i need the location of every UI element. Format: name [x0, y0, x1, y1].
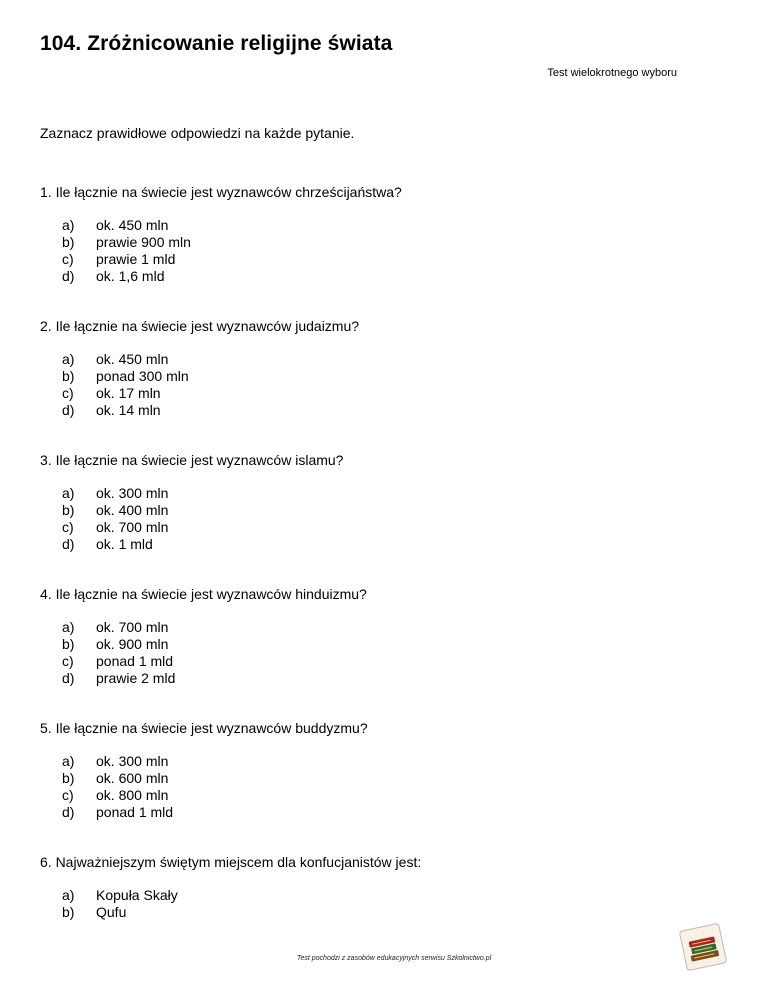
answer-option-b[interactable]: b) ok. 900 mln [62, 636, 169, 652]
question-text: 5. Ile łącznie na świecie jest wyznawców buddyzmu? [40, 720, 368, 736]
answer-option-c[interactable]: c) prawie 1 mld [62, 251, 176, 267]
answer-option-b[interactable]: b) ponad 300 mln [62, 368, 189, 384]
question-3 [40, 451, 740, 553]
answer-option-a[interactable]: a) ok. 300 mln [62, 753, 169, 769]
answer-options [62, 619, 740, 687]
answer-option-d[interactable]: d) ok. 14 mln [62, 402, 161, 418]
books-logo-icon [678, 922, 728, 972]
answer-option-d[interactable]: d) prawie 2 mld [62, 670, 176, 686]
answer-option-b[interactable]: b) ok. 400 mln [62, 502, 169, 518]
answer-option-b[interactable]: b) ok. 600 mln [62, 770, 169, 786]
footer-source-note: Test pochodzi z zasobów edukacyjnych serwisu Szkolnictwo.pl [296, 955, 492, 962]
page-title: 104. Zróżnicowanie religijne świata [40, 32, 393, 55]
answer-option-a[interactable]: a) ok. 450 mln [62, 351, 169, 367]
answer-option-c[interactable]: c) ok. 17 mln [62, 385, 161, 401]
answer-option-a[interactable]: a) ok. 700 mln [62, 619, 169, 635]
question-1 [40, 183, 740, 285]
answer-option-c[interactable]: c) ponad 1 mld [62, 653, 174, 669]
answer-option-c[interactable]: c) ok. 700 mln [62, 519, 169, 535]
question-2 [40, 317, 740, 419]
question-text: 1. Ile łącznie na świecie jest wyznawców chrześcijaństwa? [40, 184, 402, 200]
test-type-subtitle: Test wielokrotnego wyboru [547, 67, 677, 79]
answer-option-a[interactable]: a) ok. 450 mln [62, 217, 169, 233]
answer-option-d[interactable]: d) ponad 1 mld [62, 804, 174, 820]
answer-options [62, 485, 740, 553]
instruction-text: Zaznacz prawidłowe odpowiedzi na każde pytanie. [40, 125, 355, 141]
question-4 [40, 585, 740, 687]
question-text: 4. Ile łącznie na świecie jest wyznawców hinduizmu? [40, 586, 367, 602]
question-text: 3. Ile łącznie na świecie jest wyznawców islamu? [40, 452, 344, 468]
answer-options [62, 351, 740, 419]
question-text: 2. Ile łącznie na świecie jest wyznawców judaizmu? [40, 318, 360, 334]
question-5 [40, 719, 740, 821]
answer-option-a[interactable]: a) Kopuła Skały [62, 887, 178, 903]
answer-option-c[interactable]: c) ok. 800 mln [62, 787, 169, 803]
answer-option-a[interactable]: a) ok. 300 mln [62, 485, 169, 501]
question-text: 6. Najważniejszym świętym miejscem dla konfucjanistów jest: [40, 854, 422, 870]
answer-option-b[interactable]: b) prawie 900 mln [62, 234, 191, 250]
answer-options [62, 217, 740, 285]
answer-option-b[interactable]: b) Qufu [62, 904, 127, 920]
answer-options [62, 753, 740, 821]
answer-option-d[interactable]: d) ok. 1,6 mld [62, 268, 165, 284]
answer-option-d[interactable]: d) ok. 1 mld [62, 536, 153, 552]
question-6 [40, 853, 740, 921]
answer-options [62, 887, 740, 921]
